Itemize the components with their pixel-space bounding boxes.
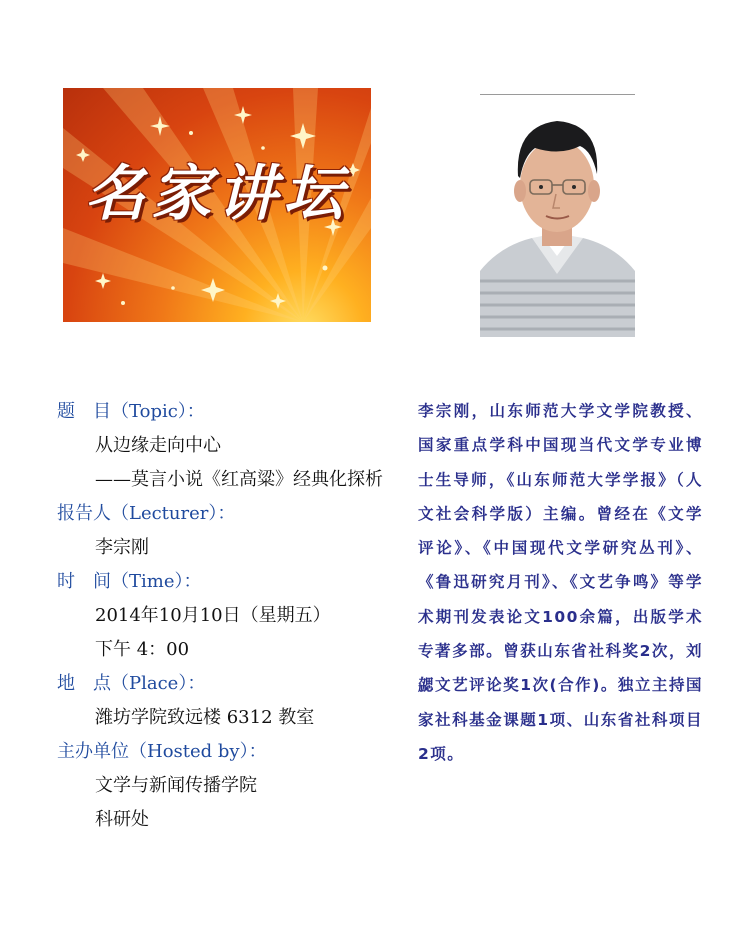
lecturer-name: 李宗刚 [95,537,149,558]
lecture-series-banner [63,88,371,322]
host-label: 主办单位（Hosted by）： [57,741,267,762]
banner-title: 名家讲坛 [85,159,349,229]
topic-line-1: 从边缘走向中心 [95,435,221,456]
host-line-1: 文学与新闻传播学院 [95,775,257,796]
host-line-2: 科研处 [95,809,149,830]
lecturer-biography: 李宗刚，山东师范大学文学院教授、国家重点学科中国现当代文学专业博士生导师，《山东师范大学学报》（人文社会科学版）主编。曾经在《文学评论》、《中国现代文学研究丛刊》、《鲁迅研究月刊》、《文艺争鸣》等学术期刊发表论文100余篇，出版学术专著多部。曾获山东省社科奖2次，刘勰文艺评论奖1次(合作)。独立主持国家社科基金课题1项、山东省社科项目2项。 [418,402,703,763]
time-date: 2014年10月10日（星期五） [95,605,331,626]
time-label: 时 间（Time）： [57,571,202,592]
lecturer-portrait [480,96,635,337]
place-value: 潍坊学院致远楼 6312 教室 [95,707,315,728]
topic-line-2: ——莫言小说《红高粱》经典化探析 [95,469,383,490]
lecture-details [57,395,402,837]
time-hour: 下午 4：00 [95,639,190,660]
topic-label: 题 目（Topic）： [57,401,205,422]
place-label: 地 点（Place）： [57,673,206,694]
photo-top-rule [480,94,635,95]
lecturer-label: 报告人（Lecturer）： [57,503,236,524]
